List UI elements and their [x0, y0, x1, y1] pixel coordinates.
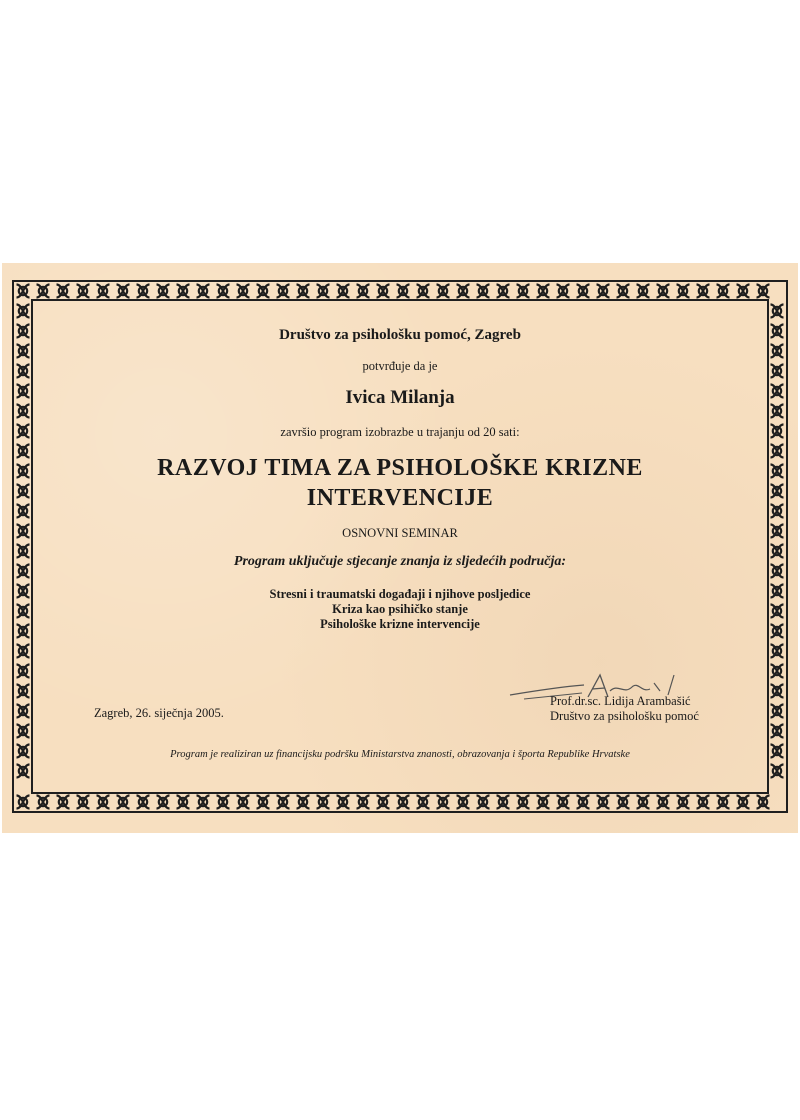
- topic-item: Kriza kao psihičko stanje: [332, 602, 468, 616]
- signatory-name: Prof.dr.sc. Lidija Arambašić: [550, 694, 691, 708]
- topic-item: Psihološke krizne intervencije: [320, 617, 480, 631]
- issuer-name: Društvo za psihološku pomoć, Zagreb: [279, 327, 521, 343]
- completion-text: završio program izobrazbe u trajanju od 20 sati:: [280, 425, 520, 439]
- topics-list: [42, 587, 758, 632]
- certificate-paper: [2, 263, 798, 833]
- program-title-line-2: INTERVENCIJE: [306, 485, 494, 511]
- certificate-content: [42, 307, 758, 787]
- seminar-label: OSNOVNI SEMINAR: [342, 526, 458, 540]
- funding-footnote: Program je realiziran uz financijsku podršku Ministarstva znanosti, obrazovanja i športa Republike Hrvatske: [170, 749, 630, 760]
- includes-heading: Program uključuje stjecanje znanja iz sljedećih područja:: [233, 554, 567, 569]
- signatory-organization: Društvo za psihološku pomoć: [550, 709, 699, 723]
- confirms-text: potvrđuje da je: [362, 359, 438, 373]
- program-title-line-1: RAZVOJ TIMA ZA PSIHOLOŠKE KRIZNE: [157, 455, 643, 481]
- signatory-block: [550, 694, 699, 724]
- recipient-name: Ivica Milanja: [345, 387, 455, 408]
- place-and-date: Zagreb, 26. siječnja 2005.: [94, 706, 224, 720]
- program-title: [42, 453, 758, 513]
- topic-item: Stresni i traumatski događaji i njihove posljedice: [269, 587, 531, 601]
